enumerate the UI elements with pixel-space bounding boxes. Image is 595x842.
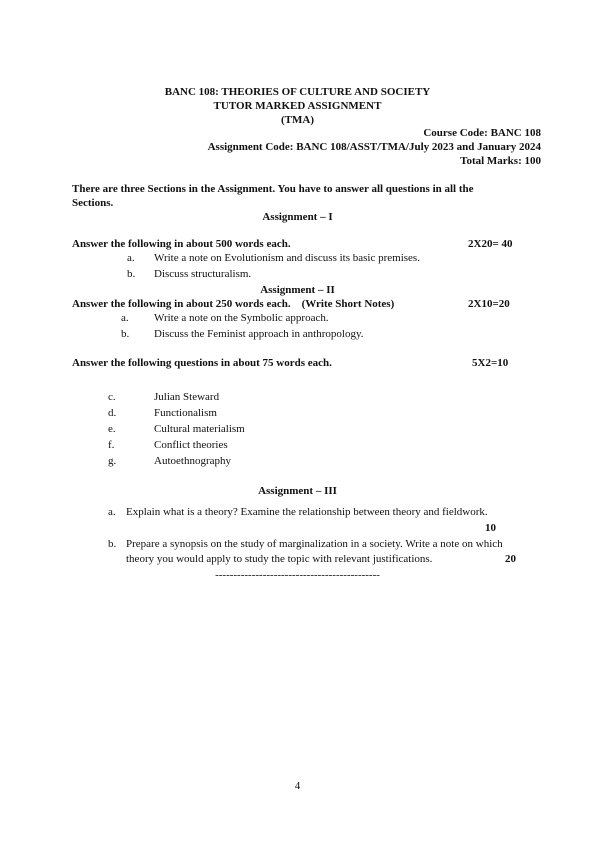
list-item-label: a.: [127, 252, 135, 264]
section-1-instruction: Answer the following in about 500 words each.: [72, 238, 291, 250]
course-code: Course Code: BANC 108: [423, 127, 541, 139]
list-item-text: Discuss structuralism.: [154, 268, 252, 280]
section-2-marks: 2X10=20: [468, 298, 510, 310]
list-item-text: Write a note on Evolutionism and discuss its basic premises.: [154, 252, 420, 264]
section-3-heading: Assignment – III: [258, 485, 337, 497]
total-marks: Total Marks: 100: [460, 155, 541, 167]
section-2-instruction: Answer the following in about 250 words each. (Write Short Notes): [72, 298, 395, 310]
list-item-text-line-1: Prepare a synopsis on the study of marginalization in a society. Write a note on which: [126, 538, 503, 550]
list-item-label: a.: [108, 506, 116, 518]
list-item-label: b.: [121, 328, 130, 340]
section-1-marks: 2X20= 40: [468, 238, 513, 250]
question-marks: 20: [505, 553, 516, 565]
document-title: BANC 108: THEORIES OF CULTURE AND SOCIETY: [164, 86, 431, 98]
list-item-text: Cultural materialism: [154, 423, 245, 435]
list-item-text: Autoethnography: [154, 455, 231, 467]
section-2-heading: Assignment – II: [260, 284, 335, 296]
list-item-label: b.: [108, 538, 117, 550]
list-item-text: Conflict theories: [154, 439, 228, 451]
intro-line-2: Sections.: [72, 197, 114, 209]
section-2-instruction-2: Answer the following questions in about 75 words each.: [72, 357, 332, 369]
list-item-text-line-2: theory you would apply to study the topic with relevant justifications.: [126, 553, 433, 565]
page-number: 4: [294, 780, 301, 792]
document-abbreviation: (TMA): [281, 114, 314, 126]
separator-line: ---------------------------------------------: [215, 569, 380, 581]
list-item-label: c.: [108, 391, 116, 403]
assignment-code: Assignment Code: BANC 108/ASST/TMA/July 2023 and January 2024: [207, 141, 541, 153]
section-1-heading: Assignment – I: [262, 211, 333, 223]
list-item-label: g.: [108, 455, 117, 467]
list-item-label: f.: [108, 439, 115, 451]
section-2-marks-2: 5X2=10: [472, 357, 509, 369]
list-item-text: Write a note on the Symbolic approach.: [154, 312, 329, 324]
list-item-label: d.: [108, 407, 117, 419]
list-item-text: Discuss the Feminist approach in anthropology.: [154, 328, 364, 340]
list-item-label: b.: [127, 268, 136, 280]
list-item-text: Functionalism: [154, 407, 217, 419]
list-item-label: a.: [121, 312, 129, 324]
intro-line-1: There are three Sections in the Assignment. You have to answer all questions in all the: [72, 183, 474, 195]
document-subtitle: TUTOR MARKED ASSIGNMENT: [213, 100, 382, 112]
list-item-label: e.: [108, 423, 116, 435]
question-marks: 10: [485, 522, 496, 534]
list-item-text: Explain what is a theory? Examine the relationship between theory and fieldwork.: [126, 506, 488, 518]
list-item-text: Julian Steward: [154, 391, 220, 403]
